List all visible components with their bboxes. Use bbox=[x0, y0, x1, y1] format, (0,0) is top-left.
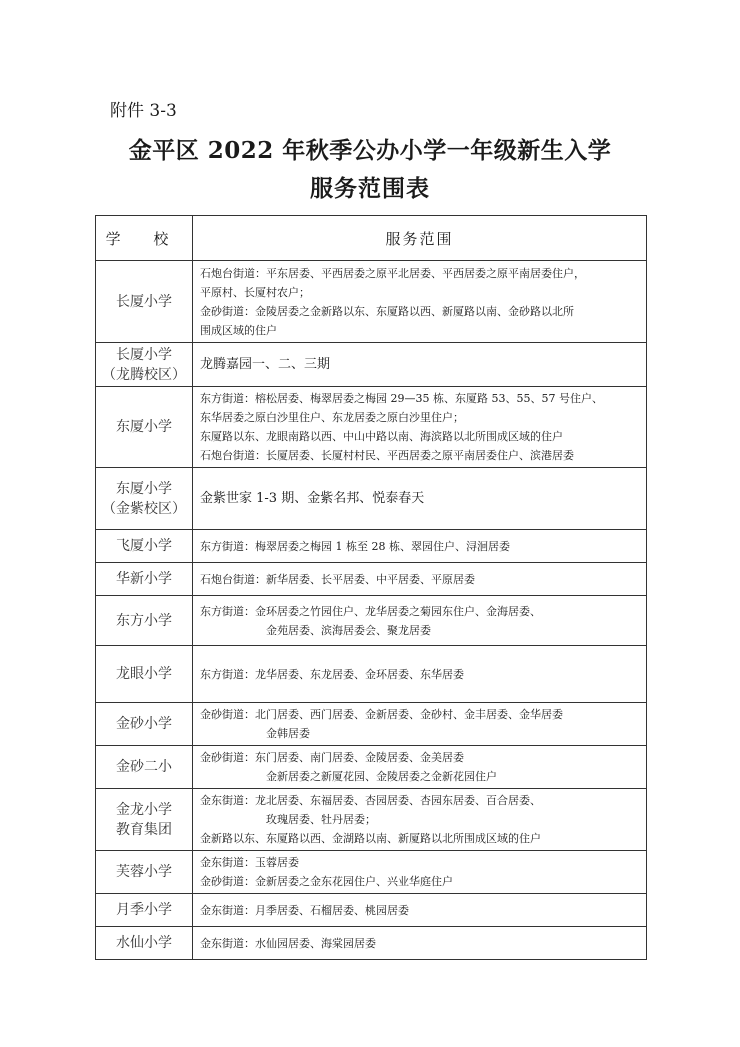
service-scope-cell bbox=[193, 387, 647, 468]
table-row bbox=[96, 851, 647, 894]
school-name: 芙蓉小学 bbox=[116, 864, 172, 880]
scope-line: 金东街道：玉蓉居委 bbox=[200, 856, 299, 869]
service-scope-table bbox=[95, 215, 647, 960]
school-name: 东厦小学 bbox=[116, 419, 172, 435]
school-name: 长厦小学 bbox=[116, 346, 172, 363]
scope-line: 东方街道：梅翠居委之梅园 1 栋至 28 栋、翠园住户、浔洄居委 bbox=[200, 539, 510, 553]
table-row bbox=[96, 343, 647, 387]
school-name: 金龙小学 bbox=[116, 801, 172, 818]
school-name-cell bbox=[96, 563, 193, 596]
scope-line: 金韩居委 bbox=[266, 727, 310, 740]
school-name: 金砂二小 bbox=[116, 759, 172, 775]
table-row bbox=[96, 927, 647, 960]
scope-line: 金紫世家 1-3 期、金紫名邦、悦泰春天 bbox=[200, 491, 425, 506]
school-name-cell bbox=[96, 646, 193, 703]
service-scope-cell bbox=[193, 927, 647, 960]
school-name-cell bbox=[96, 894, 193, 927]
service-scope-cell bbox=[193, 563, 647, 596]
school-name-cell bbox=[96, 261, 193, 343]
school-name-cell bbox=[96, 596, 193, 646]
school-name-cell bbox=[96, 789, 193, 851]
service-scope-cell bbox=[193, 894, 647, 927]
school-name: （金紫校区） bbox=[102, 500, 186, 517]
scope-line: 石炮台街道：长厦居委、长厦村村民、平西居委之原平南居委住户、滨港居委 bbox=[200, 449, 574, 462]
scope-line: 金东街道：龙北居委、东福居委、杏园居委、杏园东居委、百合居委、 bbox=[200, 794, 541, 807]
scope-line: 金砂街道：金新居委之金东花园住户、兴业华庭住户 bbox=[200, 875, 453, 888]
scope-line: 金东街道：水仙园居委、海棠园居委 bbox=[200, 936, 376, 950]
service-scope-cell bbox=[193, 703, 647, 746]
table-row bbox=[96, 530, 647, 563]
scope-line: 石炮台街道：新华居委、长平居委、中平居委、平原居委 bbox=[200, 572, 475, 586]
scope-line: 龙腾嘉园一、二、三期 bbox=[200, 357, 331, 372]
school-name: 水仙小学 bbox=[116, 935, 172, 951]
scope-line: 金新居委之新厦花园、金陵居委之金新花园住户 bbox=[266, 770, 497, 783]
scope-line: 金苑居委、滨海居委会、聚龙居委 bbox=[266, 623, 431, 637]
school-name-cell bbox=[96, 927, 193, 960]
service-scope-cell bbox=[193, 530, 647, 563]
document-subtitle: 服务范围表 bbox=[310, 175, 430, 202]
school-name-cell bbox=[96, 703, 193, 746]
column-header-scope: 服务范围 bbox=[193, 216, 647, 261]
table-row bbox=[96, 563, 647, 596]
service-scope-cell bbox=[193, 646, 647, 703]
table-row bbox=[96, 387, 647, 468]
school-name: 长厦小学 bbox=[116, 293, 172, 310]
table-row bbox=[96, 703, 647, 746]
scope-line: 金砂街道：北门居委、西门居委、金新居委、金砂村、金丰居委、金华居委 bbox=[200, 708, 563, 721]
scope-line: 玫瑰居委、牡丹居委； bbox=[266, 813, 376, 826]
scope-line: 金砂街道：金陵居委之金新路以东、东厦路以西、新厦路以南、金砂路以北所 bbox=[200, 304, 574, 318]
school-name: 金砂小学 bbox=[116, 716, 172, 732]
table-row bbox=[96, 894, 647, 927]
table-row bbox=[96, 261, 647, 343]
school-name: 华新小学 bbox=[116, 571, 172, 587]
service-scope-cell bbox=[193, 746, 647, 789]
scope-line: 围成区域的住户 bbox=[200, 323, 277, 337]
scope-line: 东方街道：榕松居委、梅翠居委之梅园 29—35 栋、东厦路 53、55、57 号住户、 bbox=[200, 392, 603, 405]
table-row bbox=[96, 646, 647, 703]
school-name-cell bbox=[96, 530, 193, 563]
school-name: 教育集团 bbox=[116, 821, 172, 838]
school-name-cell bbox=[96, 851, 193, 894]
scope-line: 东华居委之原白沙里住户、东龙居委之原白沙里住户； bbox=[200, 411, 464, 424]
school-name: 东厦小学 bbox=[116, 480, 172, 497]
table-row bbox=[96, 789, 647, 851]
scope-line: 石炮台街道：平东居委、平西居委之原平北居委、平西居委之原平南居委住户， bbox=[200, 266, 585, 280]
attachment-label: 附件 3-3 bbox=[110, 101, 177, 121]
scope-line: 金新路以东、东厦路以西、金湖路以南、新厦路以北所围成区域的住户 bbox=[200, 832, 541, 845]
column-header-school: 学 校 bbox=[96, 216, 193, 261]
school-name: 龙眼小学 bbox=[116, 666, 172, 682]
school-name-cell bbox=[96, 343, 193, 387]
school-name: （龙腾校区） bbox=[102, 366, 186, 383]
school-name-cell bbox=[96, 387, 193, 468]
school-name: 东方小学 bbox=[116, 612, 172, 629]
school-name-cell bbox=[96, 468, 193, 530]
scope-line: 平原村、长厦村农户； bbox=[200, 285, 310, 299]
service-scope-cell bbox=[193, 261, 647, 343]
service-scope-cell bbox=[193, 468, 647, 530]
scope-line: 东方街道：龙华居委、东龙居委、金环居委、东华居委 bbox=[200, 667, 464, 681]
service-scope-cell bbox=[193, 343, 647, 387]
table-row bbox=[96, 468, 647, 530]
scope-line: 金砂街道：东门居委、南门居委、金陵居委、金美居委 bbox=[200, 751, 464, 764]
service-scope-cell bbox=[193, 851, 647, 894]
scope-line: 金东街道：月季居委、石榴居委、桃园居委 bbox=[200, 903, 409, 917]
scope-line: 东方街道：金环居委之竹园住户、龙华居委之菊园东住户、金海居委、 bbox=[200, 604, 541, 618]
table-row bbox=[96, 596, 647, 646]
table-row bbox=[96, 746, 647, 789]
school-name: 飞厦小学 bbox=[116, 538, 172, 554]
scope-line: 东厦路以东、龙眼南路以西、中山中路以南、海滨路以北所围成区域的住户 bbox=[200, 430, 563, 443]
document-title: 金平区 2022 年秋季公办小学一年级新生入学 bbox=[128, 137, 612, 164]
school-name: 月季小学 bbox=[116, 902, 172, 918]
table-header-row bbox=[96, 216, 647, 261]
service-scope-cell bbox=[193, 596, 647, 646]
school-name-cell bbox=[96, 746, 193, 789]
service-scope-cell bbox=[193, 789, 647, 851]
